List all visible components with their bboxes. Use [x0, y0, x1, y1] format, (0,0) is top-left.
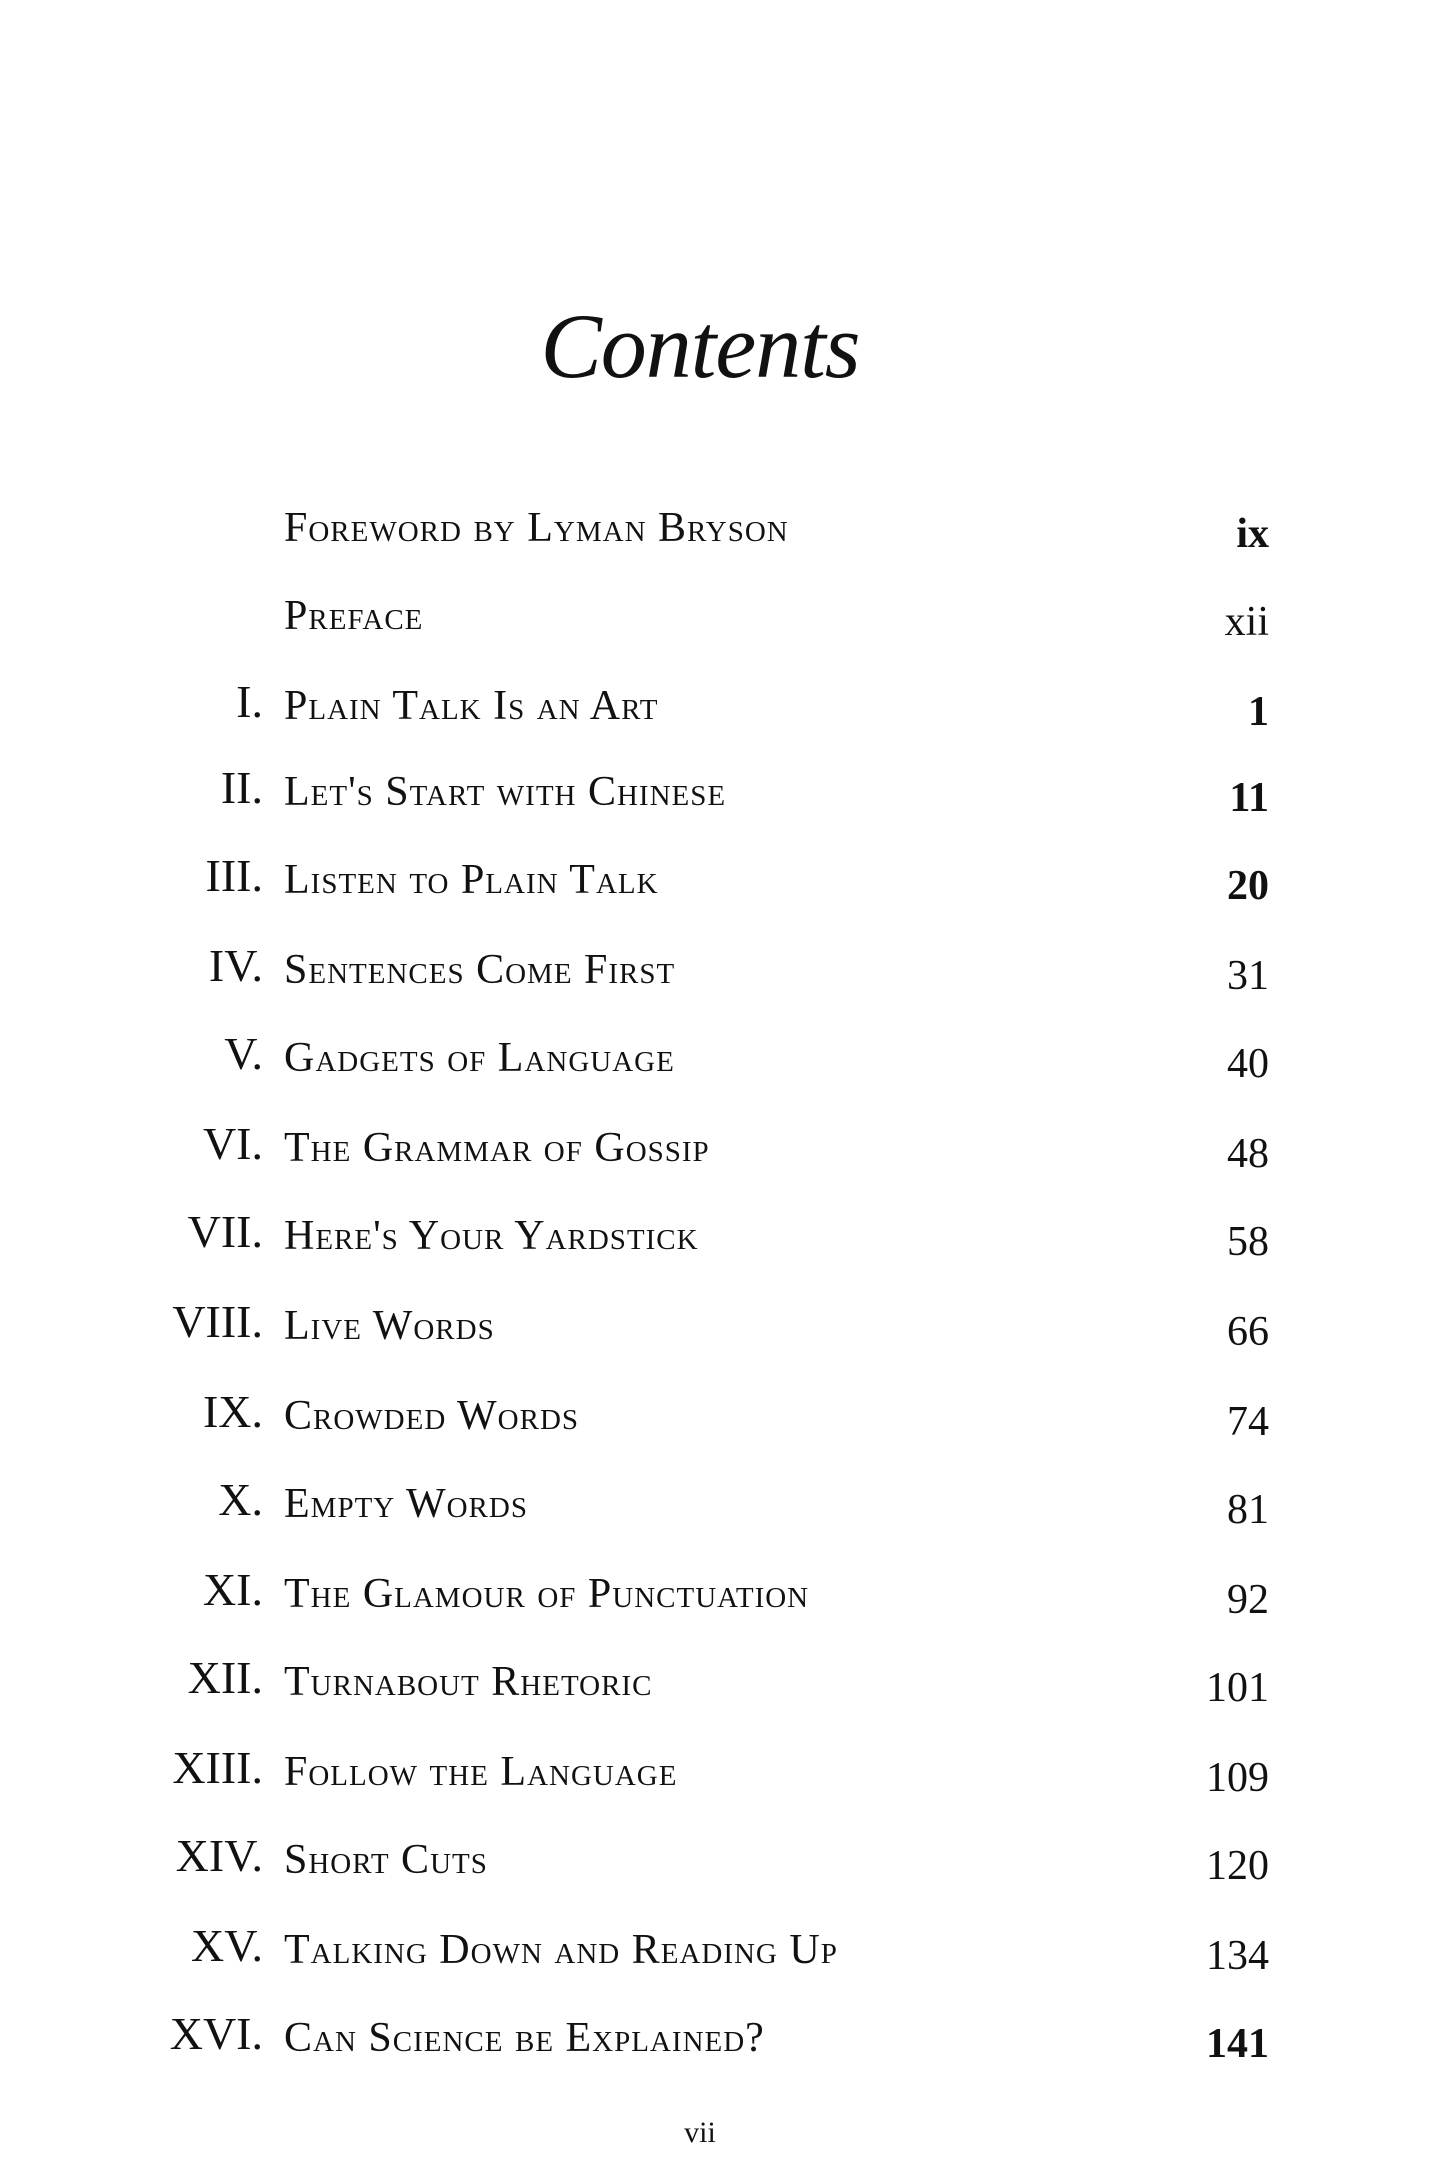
page-number: 141	[1206, 2021, 1269, 2067]
page-title: Contents	[540, 295, 860, 397]
chapter-title: Plain Talk Is an Art	[284, 683, 659, 729]
chapter-number: I.	[236, 676, 263, 727]
page-number: 134	[1206, 1933, 1269, 1979]
page-number: 1	[1248, 689, 1269, 735]
chapter-title: Let's Start with Chinese	[284, 769, 727, 815]
chapter-number: IV.	[208, 940, 263, 991]
toc-entry	[0, 1742, 1440, 1812]
chapter-number: XIV.	[175, 1830, 263, 1881]
chapter-title: Gadgets of Language	[284, 1035, 675, 1081]
toc-entry	[0, 1206, 1440, 1276]
chapter-title: Live Words	[284, 1303, 495, 1349]
toc-entry	[0, 586, 1440, 656]
chapter-number: IX.	[202, 1386, 263, 1437]
chapter-title: Turnabout Rhetoric	[284, 1659, 653, 1705]
page-number: 58	[1227, 1219, 1269, 1265]
page-number: 20	[1227, 863, 1269, 909]
toc-entry	[0, 940, 1440, 1010]
page-number: 48	[1227, 1131, 1269, 1177]
chapter-number: V.	[224, 1028, 263, 1079]
page-number: ix	[1236, 511, 1269, 557]
chapter-number: X.	[218, 1474, 263, 1525]
chapter-number: XVI.	[169, 2008, 263, 2059]
chapter-title: Sentences Come First	[284, 947, 676, 993]
chapter-title: Talking Down and Reading Up	[284, 1927, 838, 1973]
chapter-title: Can Science be Explained?	[284, 2015, 765, 2061]
page-number: xii	[1224, 599, 1269, 645]
page-number: 31	[1227, 953, 1269, 999]
chapter-number: II.	[220, 762, 263, 813]
chapter-title: Preface	[284, 593, 424, 639]
page-number: 81	[1227, 1487, 1269, 1533]
chapter-number: III.	[205, 850, 263, 901]
page-number: 92	[1227, 1577, 1269, 1623]
chapter-number: VI.	[202, 1118, 263, 1169]
toc-entry	[0, 676, 1440, 746]
chapter-title: The Glamour of Punctuation	[284, 1571, 810, 1617]
toc-entry	[0, 1118, 1440, 1188]
page-number: 66	[1227, 1309, 1269, 1355]
page-number: 101	[1206, 1665, 1269, 1711]
page-number: 109	[1206, 1755, 1269, 1801]
toc-entry	[0, 2008, 1440, 2078]
chapter-number: XII.	[187, 1652, 263, 1703]
page-number: 40	[1227, 1041, 1269, 1087]
toc-entry	[0, 1474, 1440, 1544]
toc-entry	[0, 498, 1440, 568]
chapter-title: Crowded Words	[284, 1393, 580, 1439]
chapter-number: XV.	[190, 1920, 263, 1971]
chapter-title: Listen to Plain Talk	[284, 857, 659, 903]
toc-entry	[0, 1386, 1440, 1456]
page-number: 74	[1227, 1399, 1269, 1445]
toc-entry	[0, 850, 1440, 920]
chapter-title: Empty Words	[284, 1481, 528, 1527]
chapter-title: Foreword by Lyman Bryson	[284, 505, 789, 551]
toc-entry	[0, 1920, 1440, 1990]
toc-entry	[0, 1564, 1440, 1634]
chapter-number: VIII.	[172, 1296, 263, 1347]
page-number: 11	[1229, 775, 1269, 821]
toc-entry	[0, 762, 1440, 832]
chapter-number: VII.	[187, 1206, 263, 1257]
folio-page-number: vii	[684, 2116, 716, 2149]
chapter-title: Here's Your Yardstick	[284, 1213, 699, 1259]
toc-entry	[0, 1296, 1440, 1366]
toc-entry	[0, 1028, 1440, 1098]
chapter-number: XI.	[202, 1564, 263, 1615]
chapter-title: Short Cuts	[284, 1837, 488, 1883]
toc-entry	[0, 1830, 1440, 1900]
page-number: 120	[1206, 1843, 1269, 1889]
chapter-title: The Grammar of Gossip	[284, 1125, 710, 1171]
chapter-title: Follow the Language	[284, 1749, 678, 1795]
chapter-number: XIII.	[172, 1742, 263, 1793]
toc-entry	[0, 1652, 1440, 1722]
